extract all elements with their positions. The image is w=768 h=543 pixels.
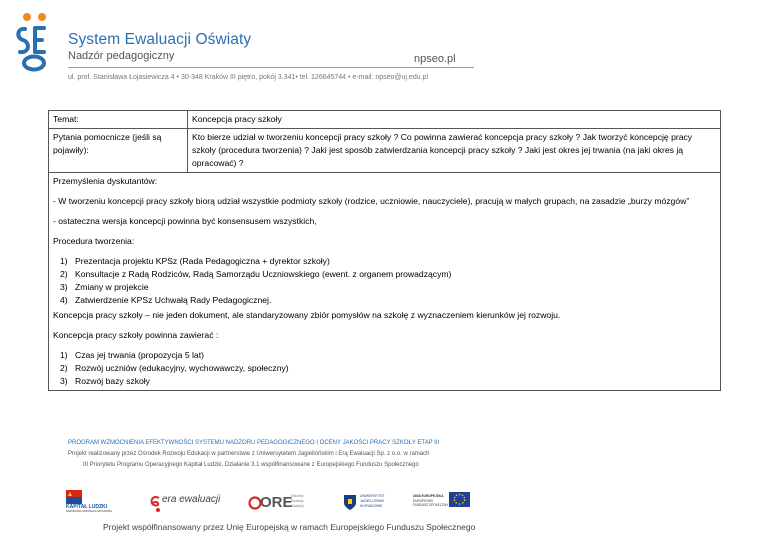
ore-logo: [248, 494, 310, 514]
seo-logo: [12, 12, 58, 72]
kapital-ludzki-logo: [66, 490, 122, 512]
discussion-paragraph-3: Koncepcja pracy szkoły – nie jeden dokument, ale standaryzowany zbiór pomysłów na szkołę z wyznaczeniem kierunków jej rozwoju.: [53, 310, 561, 320]
discussion-paragraph-2: - ostateczna wersja koncepcji powinna być konsensusem wszystkich,: [53, 216, 317, 226]
list-item: 1) Prezentacja projektu KPSz (Rada Pedagogiczna + dyrektor szkoły): [60, 256, 330, 266]
kl-title: KAPITAŁ LUDZKI: [66, 504, 108, 510]
topic-label: Temat:: [49, 111, 188, 129]
website-link[interactable]: npseo.pl: [414, 53, 456, 65]
uj-text: UNIWERSYTET JAGIELLOŃSKI W KRAKOWIE: [360, 494, 385, 508]
project-info-line-1: Projekt realizowany przez Ośrodek Rozwoju Edukacji w partnerstwie z Uniwersytetem Jagiellońskim i Erą Ewaluacji Sp. z o.o. w ramach: [68, 451, 430, 457]
kl-subtitle: NARODOWA STRATEGIA SPÓJNOŚCI: [66, 510, 113, 513]
eu-text: UNIA EUROPEJSKA EUROPEJSKI FUNDUSZ SPOŁECZNY: [413, 494, 449, 507]
discussion-heading: Przemyślenia dyskutantów:: [53, 176, 158, 186]
eu-cofinancing-note: Projekt współfinansowany przez Unię Europejską w ramach Europejskiego Funduszu Społecznego: [103, 522, 476, 532]
topic-value: Koncepcja pracy szkoły: [188, 111, 721, 129]
uj-crest-icon: [342, 493, 358, 511]
list-item: 4) Zatwierdzenie KPSz Uchwałą Rady Pedagogicznej.: [60, 295, 272, 305]
discussion-paragraph-1: - W tworzeniu koncepcji pracy szkoły biorą udział wszystkie podmioty szkoły (rodzice, uczniowie, nauczyciele), pracują w małych grupach, na zasadzie „burzy mózgów”: [53, 196, 690, 206]
discussion-cell: [49, 173, 721, 391]
table-row-topic: [49, 111, 721, 129]
brand-title: System Ewaluacji Oświaty: [68, 31, 252, 48]
questions-value: Kto bierze udział w tworzeniu koncepcji pracy szkoły ? Co powinna zawierać koncepcja pracy szkoły ? Jak tworzyć koncepcję pracy szkoły (procedura tworzenia) ? Jaki jest sposób zatwierdzania koncepcji pracy szkoły ? Jaki jest okres jej trwania (na jaki okres ją opracować) ?: [188, 129, 721, 173]
contact-address: ul. prof. Stanisława Łojasiewicza 4 • 30-348 Kraków III piętro, pokój 3.341• tel. 126645744 • e-mail: npseo@uj.edu.pl: [68, 74, 429, 81]
procedure-list: [53, 255, 716, 307]
flag-icon: [66, 490, 82, 504]
era-text: era ewaluacji: [162, 494, 221, 505]
eu-flag-icon: [449, 492, 470, 507]
list-item: 3) Zmiany w projekcie: [60, 282, 149, 292]
brand-subtitle: Nadzór pedagogiczny: [68, 50, 175, 62]
header-divider: [68, 67, 474, 68]
questions-label: Pytania pomocnicze (jeśli są pojawiły):: [49, 129, 188, 173]
ore-text: ORE: [260, 494, 293, 511]
era-mark-icon: [148, 493, 162, 513]
list-item: 2) Rozwój uczniów (edukacyjny, wychowawczy, społeczny): [60, 363, 289, 373]
contents-list: [53, 349, 716, 388]
list-item: 2) Konsultacje z Radą Rodziców, Radą Samorządu Uczniowskiego (ewent. z organem prowadzącym): [60, 269, 452, 279]
era-ewaluacji-logo: [148, 493, 220, 515]
contents-heading: Koncepcja pracy szkoły powinna zawierać :: [53, 330, 219, 340]
discussion-table: [48, 110, 721, 391]
ore-sub: Ośrodek Rozwoju Edukacji: [291, 494, 304, 508]
procedure-heading: Procedura tworzenia:: [53, 236, 135, 246]
uj-logo: [342, 492, 398, 516]
program-title: PROGRAM WZMOCNIENIA EFEKTYWNOŚCI SYSTEMU NADZORU PEDAGOGICZNEGO I OCENY JAKOŚCI PRACY SZKOŁY ETAP III: [68, 440, 440, 446]
table-row-discussion: [49, 173, 721, 391]
list-item: 1) Czas jej trwania (propozycja 5 lat): [60, 350, 204, 360]
list-item: 3) Rozwój bazy szkoły: [60, 376, 150, 386]
table-row-questions: [49, 129, 721, 173]
eu-logo: [413, 492, 471, 512]
project-info-line-2: III Priorytetu Programu Operacyjnego Kapitał Ludzki, Działanie 3.1 współfinansowane z Europejskiego Funduszu Społecznego: [83, 462, 419, 468]
